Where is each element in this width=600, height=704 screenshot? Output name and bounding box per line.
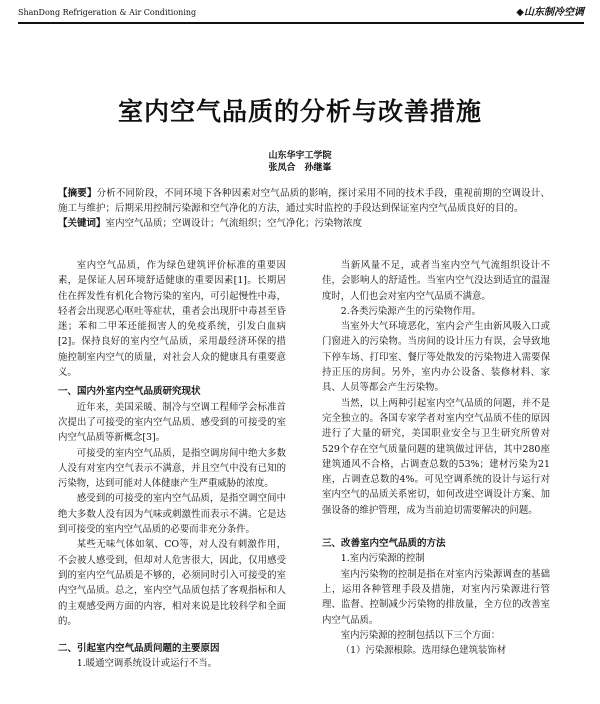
paragraph: 可接受的室内空气品质，是指空调房间中绝大多数人没有对室内空气表示不满意，并且空气中没有已知的污染物，达到可能对人体健康产生严重威胁的浓度。 (58, 447, 286, 490)
paragraph: 某些无味气体如氡、CO等，对人没有刺激作用，不会被人感受到，但却对人危害很大，因此，仅用感受到的室内空气品质是不够的，必须同时引入可接受的室内空气品质。总之，室内空气品质包括了客观指标和人的主观感受两方面的内容，相对来说是比较科学和全面的。 (58, 539, 286, 627)
paragraph: 室内污染源的控制包括以下三个方面： (340, 629, 501, 641)
subsection-heading: 1.暖通空调系统设计或运行不当。 (76, 658, 217, 670)
paragraph: 当新风量不足，或者当室内空气气流组织设计不佳，会影响人的舒适性。当室内空气没达到适宜的温湿度时，人们也会对室内空气品质不满意。 (322, 260, 550, 302)
section-heading: 三、改善室内空气品质的方法 (322, 538, 446, 550)
paragraph: 近年来，美国采暖、制冷与空调工程师学会标准首次提出了可接受的室内空气品质、感受到的可接受的室内空气品质等新概念[3]。 (58, 401, 286, 444)
paragraph: （1）污染源根除。选用绿色建筑装饰材 (340, 645, 507, 657)
journal-name-cn: ◆山东制冷空调 (516, 7, 584, 18)
right-column (322, 258, 550, 658)
article-title: 室内空气品质的分析与改善措施 (117, 97, 482, 126)
running-header (18, 6, 584, 24)
abstract-label: 【摘要】 (58, 188, 97, 199)
abstract (58, 186, 550, 216)
abstract-block (58, 186, 550, 231)
paragraph: 感受到的可接受的室内空气品质，是指空调空间中绝大多数人没有因为气味或刺激性而表示不满。它是达到可接受的室内空气品质的必要而非充分条件。 (58, 493, 286, 536)
keywords (58, 216, 550, 231)
keywords-label: 【关键词】 (58, 218, 106, 229)
paragraph: 当室外大气环境恶化，室内会产生由新风吸入口或门窗进入的污染物。当房间的设计压力有误，会导致地下停车场、打印室、餐厅等处散发的污染物进入需要保持正压的房间。另外，室内办公设备、装修材料、家具、人员等都会产生污染物。 (322, 321, 550, 394)
subsection-heading: 2.各类污染源产生的污染物作用。 (340, 305, 481, 317)
section-heading: 二、引起室内空气品质问题的主要原因 (58, 643, 220, 655)
journal-name-en: ShanDong Refrigeration & Air Conditioning (18, 8, 197, 17)
affiliation: 山东华宇工学院 (268, 151, 332, 161)
subsection-heading: 1.室内污染源的控制 (340, 553, 425, 565)
paragraph: 当然，以上两种引起室内空气品质的问题，并不是完全独立的。各国专家学者对室内空气品质不佳的原因进行了大量的研究，美国职业安全与卫生研究所曾对529个存在空气质量问题的建筑做过评估，其中280座建筑通风不合格，占调查总数的53%；建材污染为21座，占调查总数的4%。可见空调系统的设计与运行对室内空气的品质关系密切，如何改进空调设计方案、加强设备的维护管理，成为当前迫切需要解决的问题。 (322, 397, 550, 516)
section-heading: 一、国内外室内空气品质研究现状 (58, 386, 201, 398)
abstract-text: 分析不同阶段，不同环境下各种因素对空气品质的影响，探讨采用不同的技术手段，重视前期的空调设计、施工与维护；后期采用控制污染源和空气净化的方法，通过实时监控的手段达到保证室内空气品质良好的目的。 (58, 188, 550, 214)
paragraph: 室内空气品质，作为绿色建筑评价标准的重要因素，是保证人居环境舒适健康的重要因素[1]。长期居住在挥发性有机化合物污染的室内，可引起慢性中毒，轻者会出现恶心呕吐等症状，重者会出现肝中毒甚至昏迷；苯和二甲苯还能损害人的免疫系统，引发白血病[2]。保持良好的室内空气品质，采用最经济环保的措施控制室内空气的质量，对社会人众的健康具有重要意义。 (58, 260, 286, 379)
authors: 张凤合 孙继峯 (268, 163, 332, 173)
left-column (58, 258, 286, 672)
keywords-text: 室内空气品质；空调设计；气流组织；空气净化；污染物浓度 (105, 218, 363, 229)
paragraph: 室内污染物的控制是指在对室内污染源调查的基础上，运用各种管理手段及措施，对室内污染源进行管理、监督、控制减少污染物的排放量，全方位的改善室内空气品质。 (322, 568, 550, 626)
